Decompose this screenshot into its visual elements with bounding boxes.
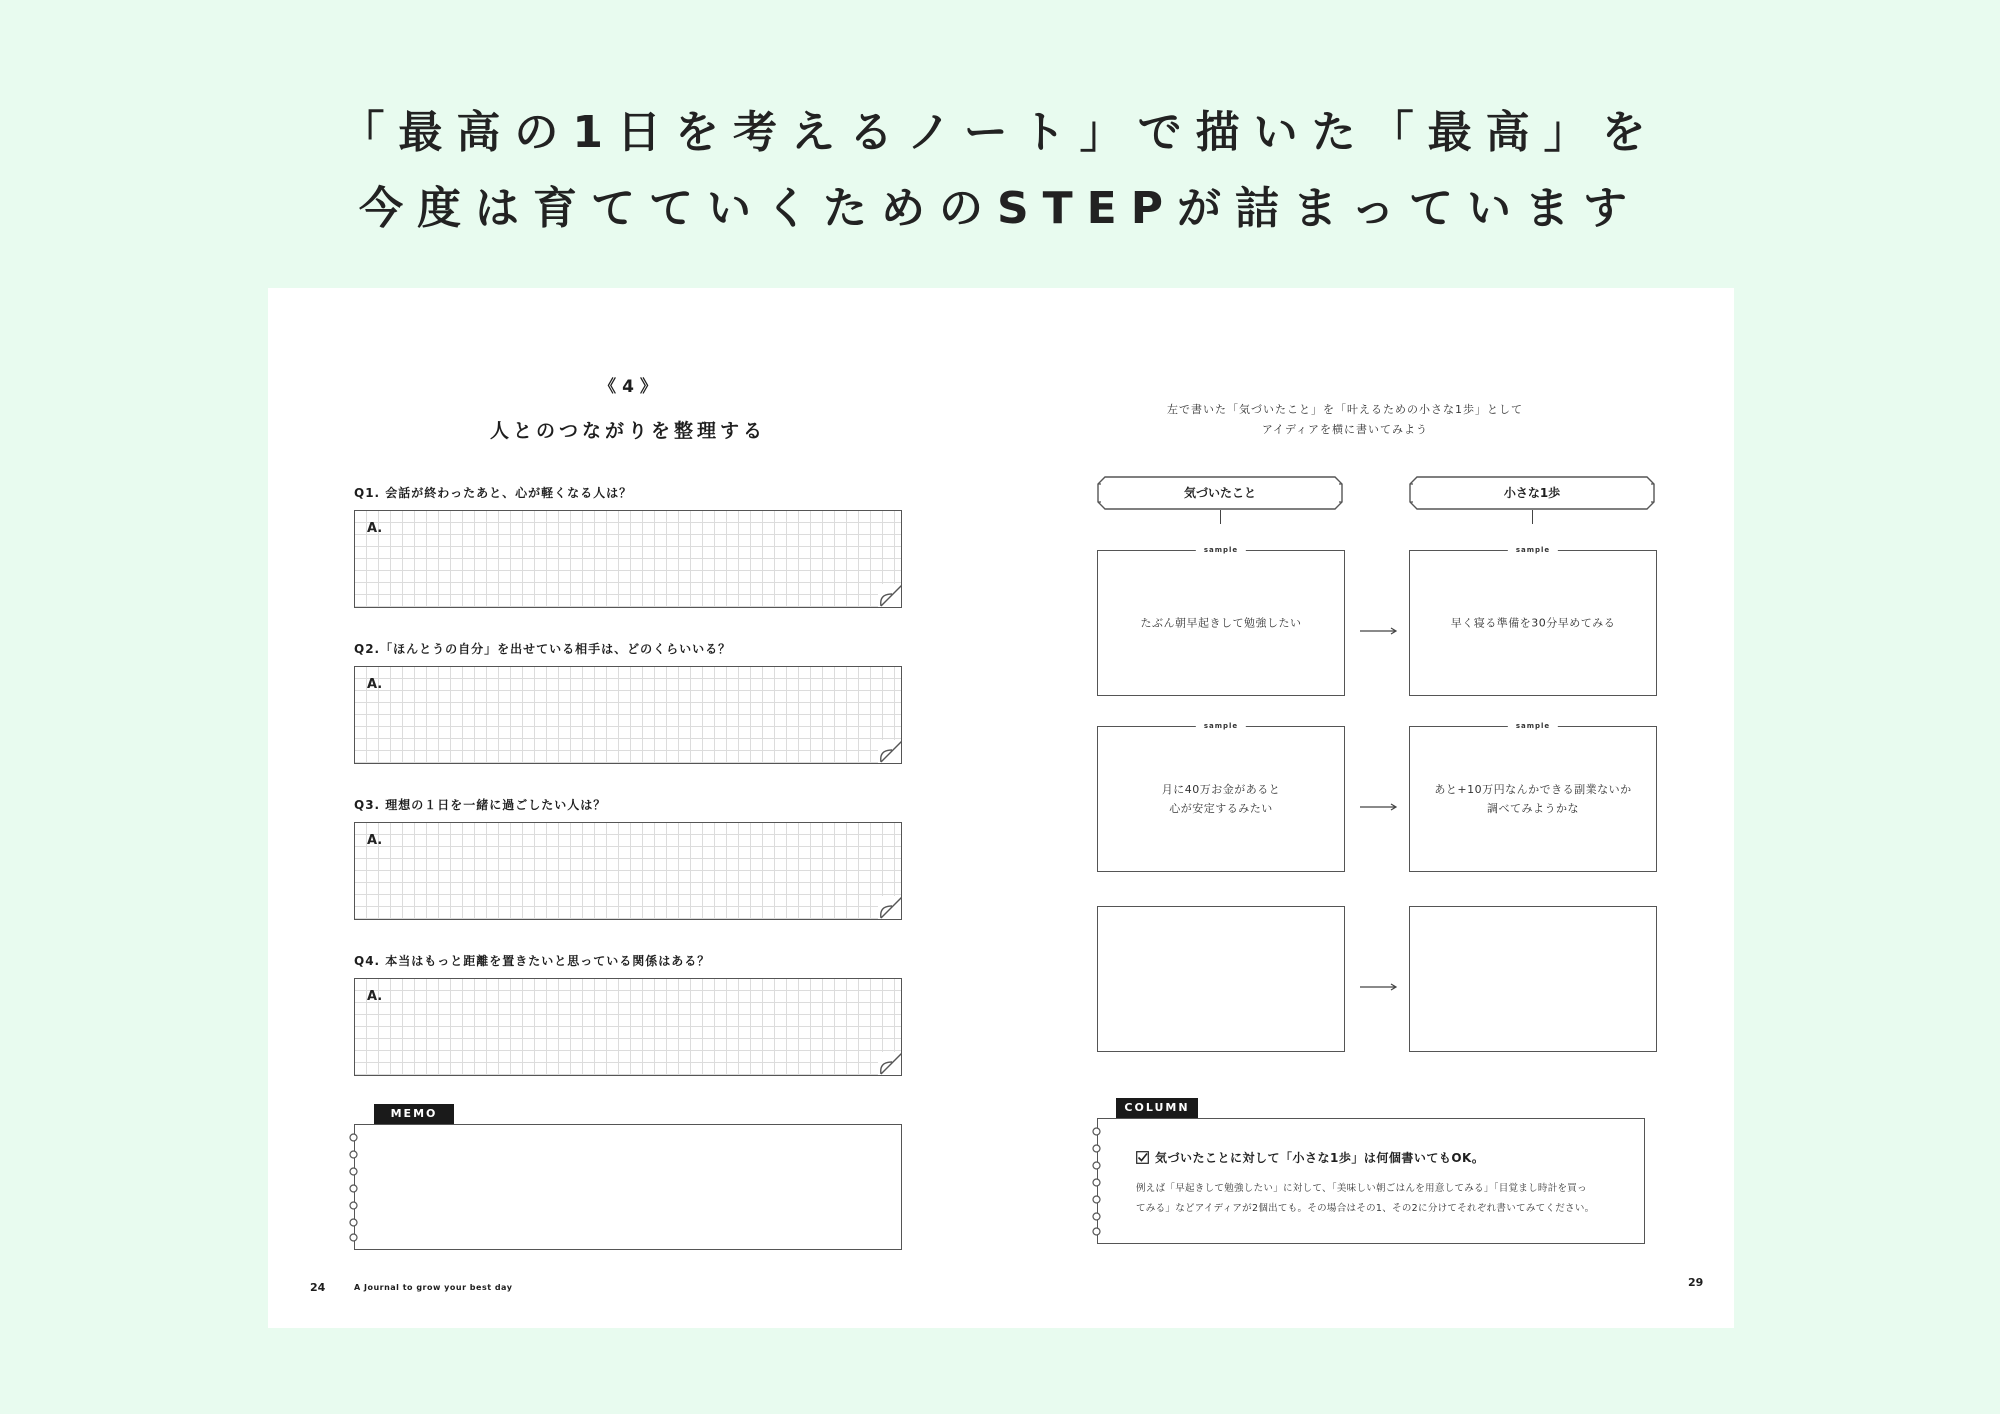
binder-ring-icon — [1092, 1212, 1101, 1221]
answer-box-2[interactable] — [354, 666, 902, 764]
binder-ring-icon — [349, 1218, 358, 1227]
binder-ring-icon — [349, 1201, 358, 1210]
section-number: 《 4 》 — [599, 377, 657, 397]
step-card-2[interactable] — [1409, 722, 1657, 872]
answer-box-1[interactable] — [354, 510, 902, 608]
header-small-step — [1409, 476, 1655, 510]
binder-ring-icon — [349, 1167, 358, 1176]
footer-text: A Journal to grow your best day — [354, 1283, 513, 1292]
header-noticed — [1097, 476, 1343, 510]
column-body-line-2: てみる」などアイディアが2個出ても。その場合はその1、その2に分けてそれぞれ書いてみてください。 — [1136, 1203, 1595, 1214]
binder-ring-icon — [1092, 1227, 1101, 1236]
card-text: あと+10万円なんかできる副業ないか 調べてみようかな — [1434, 783, 1632, 815]
page-curl-icon — [878, 740, 902, 764]
instruction-line-2: アイディアを横に書いてみよう — [1261, 423, 1429, 436]
card-text: たぶん朝早起きして勉強したい — [1140, 616, 1302, 630]
answer-box-3[interactable] — [354, 822, 902, 920]
sample-label: sample — [1508, 545, 1558, 555]
binder-ring-icon — [1092, 1178, 1101, 1187]
card-text: 早く寝る準備を30分早めてみる — [1450, 616, 1616, 630]
header-small-step-label: 小さな1歩 — [1503, 486, 1561, 500]
memo-area[interactable] — [354, 1124, 902, 1250]
noticed-card-3[interactable] — [1097, 906, 1345, 1052]
headline-line-2: 今度は育てていくためのSTEPが詰まっています — [358, 183, 1641, 234]
connector-line — [1532, 510, 1533, 524]
binder-ring-icon — [1092, 1144, 1101, 1153]
answer-prefix: A. — [367, 833, 383, 848]
binder-ring-icon — [1092, 1127, 1101, 1136]
sample-label: sample — [1196, 721, 1246, 731]
column-heading — [1136, 1149, 1484, 1166]
page-curl-icon — [878, 1052, 902, 1076]
question-2-label: Q2.「ほんとうの自分」を出せている相手は、どのくらいいる？ — [354, 642, 732, 656]
noticed-card-1[interactable] — [1097, 546, 1345, 696]
answer-box-4[interactable] — [354, 978, 902, 1076]
question-1-label: Q1. 会話が終わったあと、心が軽くなる人は？ — [354, 486, 633, 500]
sample-label: sample — [1508, 721, 1558, 731]
headline-line-1: 「最高の1日を考えるノート」で描いた「最高」を — [340, 107, 1660, 158]
binder-ring-icon — [349, 1184, 358, 1193]
memo-tag: MEMO — [374, 1104, 454, 1124]
checkbox-checked-icon — [1136, 1151, 1149, 1164]
answer-prefix: A. — [367, 677, 383, 692]
page-title: 人とのつながりを整理する — [489, 420, 766, 442]
page-curl-icon — [878, 584, 902, 608]
column-tag: COLUMN — [1116, 1098, 1198, 1118]
answer-prefix: A. — [367, 521, 383, 536]
column-body-line-1: 例えば「早起きして勉強したい」に対して、「美味しい朝ごはんを用意してみる」「目覚まし時計を買っ — [1136, 1183, 1587, 1194]
noticed-card-2[interactable] — [1097, 722, 1345, 872]
notebook-spread — [268, 288, 1734, 1328]
instruction-line-1: 左で書いた「気づいたこと」を「叶えるための小さな1歩」として — [1167, 403, 1523, 416]
step-card-3[interactable] — [1409, 906, 1657, 1052]
right-arrow-icon — [1359, 977, 1399, 987]
binder-ring-icon — [349, 1133, 358, 1142]
step-card-1[interactable] — [1409, 546, 1657, 696]
column-heading-text: 気づいたことに対して「小さな1歩」は何個書いてもOK。 — [1155, 1151, 1485, 1165]
right-arrow-icon — [1359, 621, 1399, 631]
question-3-label: Q3. 理想の１日を一緒に過ごしたい人は？ — [354, 798, 607, 812]
header-noticed-label: 気づいたこと — [1183, 486, 1256, 500]
instruction — [1108, 400, 1582, 440]
binder-ring-icon — [1092, 1161, 1101, 1170]
column-box — [1097, 1118, 1645, 1244]
column-body — [1136, 1179, 1636, 1219]
page-curl-icon — [878, 896, 902, 920]
question-4-label: Q4. 本当はもっと距離を置きたいと思っている関係はある？ — [354, 954, 711, 968]
binder-ring-icon — [1092, 1195, 1101, 1204]
left-page-number: 24 — [310, 1281, 326, 1294]
right-arrow-icon — [1359, 797, 1399, 807]
sample-label: sample — [1196, 545, 1246, 555]
right-page-number: 29 — [1688, 1276, 1704, 1289]
connector-line — [1220, 510, 1221, 524]
binder-ring-icon — [349, 1150, 358, 1159]
card-text: 月に40万お金があると 心が安定するみたい — [1161, 783, 1281, 815]
binder-ring-icon — [349, 1233, 358, 1242]
answer-prefix: A. — [367, 989, 383, 1004]
